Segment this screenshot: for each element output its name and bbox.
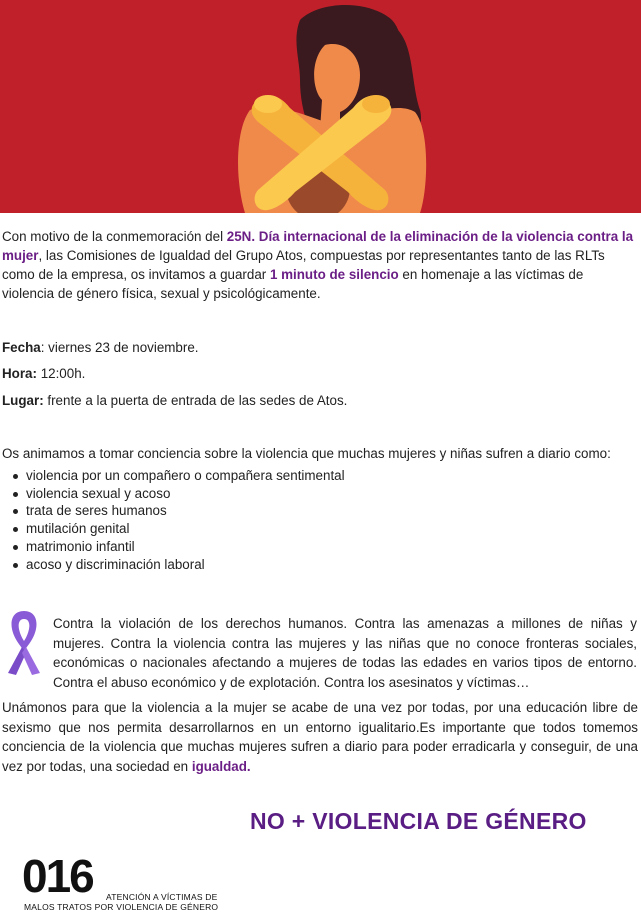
list-item: trata de seres humanos (10, 502, 345, 520)
intro-text-1: Con motivo de la conmemoración del (2, 229, 227, 244)
slogan: NO + VIOLENCIA DE GÉNERO (250, 808, 587, 834)
intro-text-2: , las Comisiones de Igualdad del Grupo Atos, compuestas por representantes tanto de las RLTs como de la empresa, os invitamos a guardar (2, 248, 605, 282)
intro-text-3: en homenaje a las víctimas de violencia de género física, sexual y psicológicamente. (2, 267, 584, 301)
detail-lugar (2, 393, 347, 408)
violence-types-list (10, 467, 345, 573)
list-item: violencia sexual y acoso (10, 485, 345, 503)
fecha-label: Fecha (2, 340, 41, 355)
hotline-line-2: MALOS TRATOS POR VIOLENCIA DE GÉNERO (24, 902, 219, 912)
detail-hora (2, 366, 85, 381)
list-item: violencia por un compañero o compañera sentimental (10, 467, 345, 485)
list-item: mutilación genital (10, 520, 345, 538)
closing-text: Unámonos para que la violencia a la mujer se acabe de una vez por todas, por una educación libre de sexismo que nos permita desarrollarnos en un entorno igualitario.Es importante que todos tomemos conciencia de la violencia que muchas mujeres sufren a diario para poder erradicarla y conseguir, de una vez por todas, una sociedad en (2, 700, 638, 774)
closing-paragraph (2, 698, 638, 776)
lugar-value: frente a la puerta de entrada de las sedes de Atos. (43, 393, 348, 408)
lugar-label: Lugar: (2, 393, 44, 408)
hotline-number: 016 (22, 850, 93, 902)
awareness-ribbon-icon (2, 607, 46, 677)
closing-highlight-igualdad: igualdad. (191, 758, 251, 774)
awareness-intro: Os animamos a tomar conciencia sobre la violencia que muchas mujeres y niñas sufren a diario como: (2, 446, 611, 461)
intro-paragraph (2, 227, 638, 303)
intro-highlight-minute: 1 minuto de silencio (269, 267, 399, 282)
intro-highlight-25n: 25N. Día internacional de la eliminación de la violencia contra la mujer (2, 229, 634, 263)
list-item: matrimonio infantil (10, 538, 345, 556)
header-banner (0, 0, 641, 213)
fecha-value: : viernes 23 de noviembre. (40, 340, 199, 355)
hora-value: 12:00h. (36, 366, 86, 381)
detail-fecha (2, 340, 199, 355)
list-item: acoso y discriminación laboral (10, 556, 345, 574)
woman-arms-crossed-illustration (0, 0, 641, 213)
hora-label: Hora: (2, 366, 37, 381)
hotline-line-1: ATENCIÓN A VÍCTIMAS DE (106, 892, 218, 902)
ribbon-paragraph: Contra la violación de los derechos humanos. Contra las amenazas a millones de niñas y mujeres. Contra la violencia contra las mujeres y las niñas que no conoce fronteras sociales, económicas o nacionales afectando a mujeres de todas las edades en varios tipos de entorno. Contra el abuso económico y de explotación. Contra los asesinatos y víctimas… (53, 616, 637, 690)
